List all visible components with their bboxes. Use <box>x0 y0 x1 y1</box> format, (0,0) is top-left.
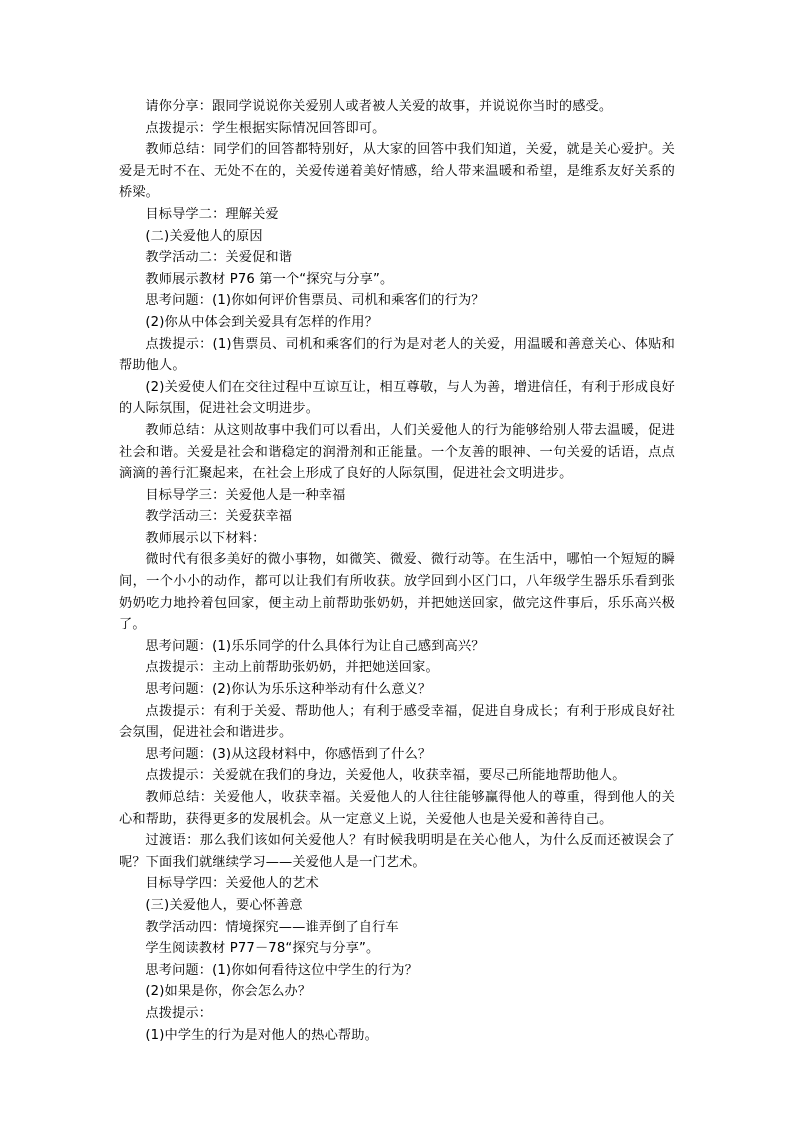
paragraph-question: 思考问题：(1)你如何看待这位中学生的行为？ <box>145 962 418 978</box>
paragraph-student-read: 学生阅读教材 P77－78“探究与分享”。 <box>145 941 380 957</box>
paragraph-question: (2)如果是你，你会怎么办？ <box>145 984 312 1000</box>
paragraph-activity-heading: 教学活动四：情境探究——谁弄倒了自行车 <box>145 919 399 935</box>
paragraph-hint: 点拨提示：有利于关爱、帮助他人；有利于感受幸福，促进自身成长；有利于形成良好社会氛围，促进社会和谐进步。 <box>119 703 675 741</box>
paragraph-section-heading: (二)关爱他人的原因 <box>145 228 263 244</box>
paragraph-hint-continued: (1)中学生的行为是对他人的热心帮助。 <box>145 1027 378 1043</box>
paragraph-hint: 点拨提示：关爱就在我们的身边，关爱他人，收获幸福，要尽己所能地帮助他人。 <box>145 768 626 784</box>
paragraph-hint: 点拨提示：学生根据实际情况回答即可。 <box>145 120 386 136</box>
paragraph-question: 思考问题：(1)乐乐同学的什么具体行为让自己感到高兴？ <box>145 638 485 654</box>
paragraph-question: (2)你从中体会到关爱具有怎样的作用？ <box>145 314 378 330</box>
paragraph-hint: 点拨提示：主动上前帮助张奶奶，并把她送回家。 <box>145 660 439 676</box>
paragraph-share-prompt: 请你分享：跟同学说说你关爱别人或者被人关爱的故事，并说说你当时的感受。 <box>145 99 613 114</box>
document-body <box>119 96 675 1046</box>
paragraph-question: 思考问题：(2)你认为乐乐这种举动有什么意义？ <box>145 682 432 698</box>
paragraph-question: 思考问题：(1)你如何评价售票员、司机和乘客们的行为？ <box>145 293 485 309</box>
paragraph-activity-heading: 教学活动三：关爱获幸福 <box>145 509 293 525</box>
paragraph-section-heading: (三)关爱他人，要心怀善意 <box>145 897 303 913</box>
paragraph-hint-continued: (2)关爱使人们在交往过程中互谅互让，相互尊敬，与人为善，增进信任，有利于形成良好的人际氛围，促进社会文明进步。 <box>119 379 675 417</box>
paragraph-teacher-summary: 教师总结：同学们的回答都特别好，从大家的回答中我们知道，关爱，就是关心爱护。关爱是无时不在、无处不在的，关爱传递着美好情感，给人带来温暖和希望，是维系友好关系的桥梁。 <box>119 142 675 201</box>
paragraph-material: 微时代有很多美好的微小事物，如微笑、微爱、微行动等。在生活中，哪怕一个短短的瞬间，一个小小的动作，都可以让我们有所收获。放学回到小区门口，八年级学生器乐乐看到张奶奶吃力地拎着包回家，便主动上前帮助张奶奶，并把她送回家，做完这件事后，乐乐高兴极了。 <box>119 552 675 633</box>
paragraph-teacher-summary: 教师总结：关爱他人，收获幸福。关爱他人的人往往能够赢得他人的尊重，得到他人的关心和帮助，获得更多的发展机会。从一定意义上说，关爱他人也是关爱和善待自己。 <box>119 790 675 827</box>
paragraph-activity-heading: 教学活动二：关爱促和谐 <box>145 250 293 266</box>
paragraph-transition: 过渡语：那么我们该如何关爱他人？有时候我明明是在关心他人，为什么反而还被误会了呢？下面我们就继续学习——关爱他人是一门艺术。 <box>119 833 675 870</box>
paragraph-goal-heading: 目标导学四：关爱他人的艺术 <box>145 876 319 892</box>
paragraph-question: 思考问题：(3)从这段材料中，你感悟到了什么？ <box>145 746 432 762</box>
paragraph-teacher-show: 教师展示以下材料： <box>145 530 266 546</box>
paragraph-hint: 点拨提示：(1)售票员、司机和乘客们的行为是对老人的关爱，用温暖和善意关心、体贴和帮助他人。 <box>119 336 675 374</box>
paragraph-goal-heading: 目标导学三：关爱他人是一种幸福 <box>145 487 346 503</box>
paragraph-hint: 点拨提示： <box>145 1005 213 1021</box>
paragraph-teacher-summary: 教师总结：从这则故事中我们可以看出，人们关爱他人的行为能够给别人带去温暖，促进社会和谐。关爱是社会和谐稳定的润滑剂和正能量。一个友善的眼神、一句关爱的话语，点点滴滴的善行汇聚起来，在社会上形成了良好的人际氛围，促进社会文明进步。 <box>119 422 675 482</box>
paragraph-teacher-show: 教师展示教材 P76 第一个“探究与分享”。 <box>145 271 394 287</box>
paragraph-goal-heading: 目标导学二：理解关爱 <box>145 206 279 222</box>
